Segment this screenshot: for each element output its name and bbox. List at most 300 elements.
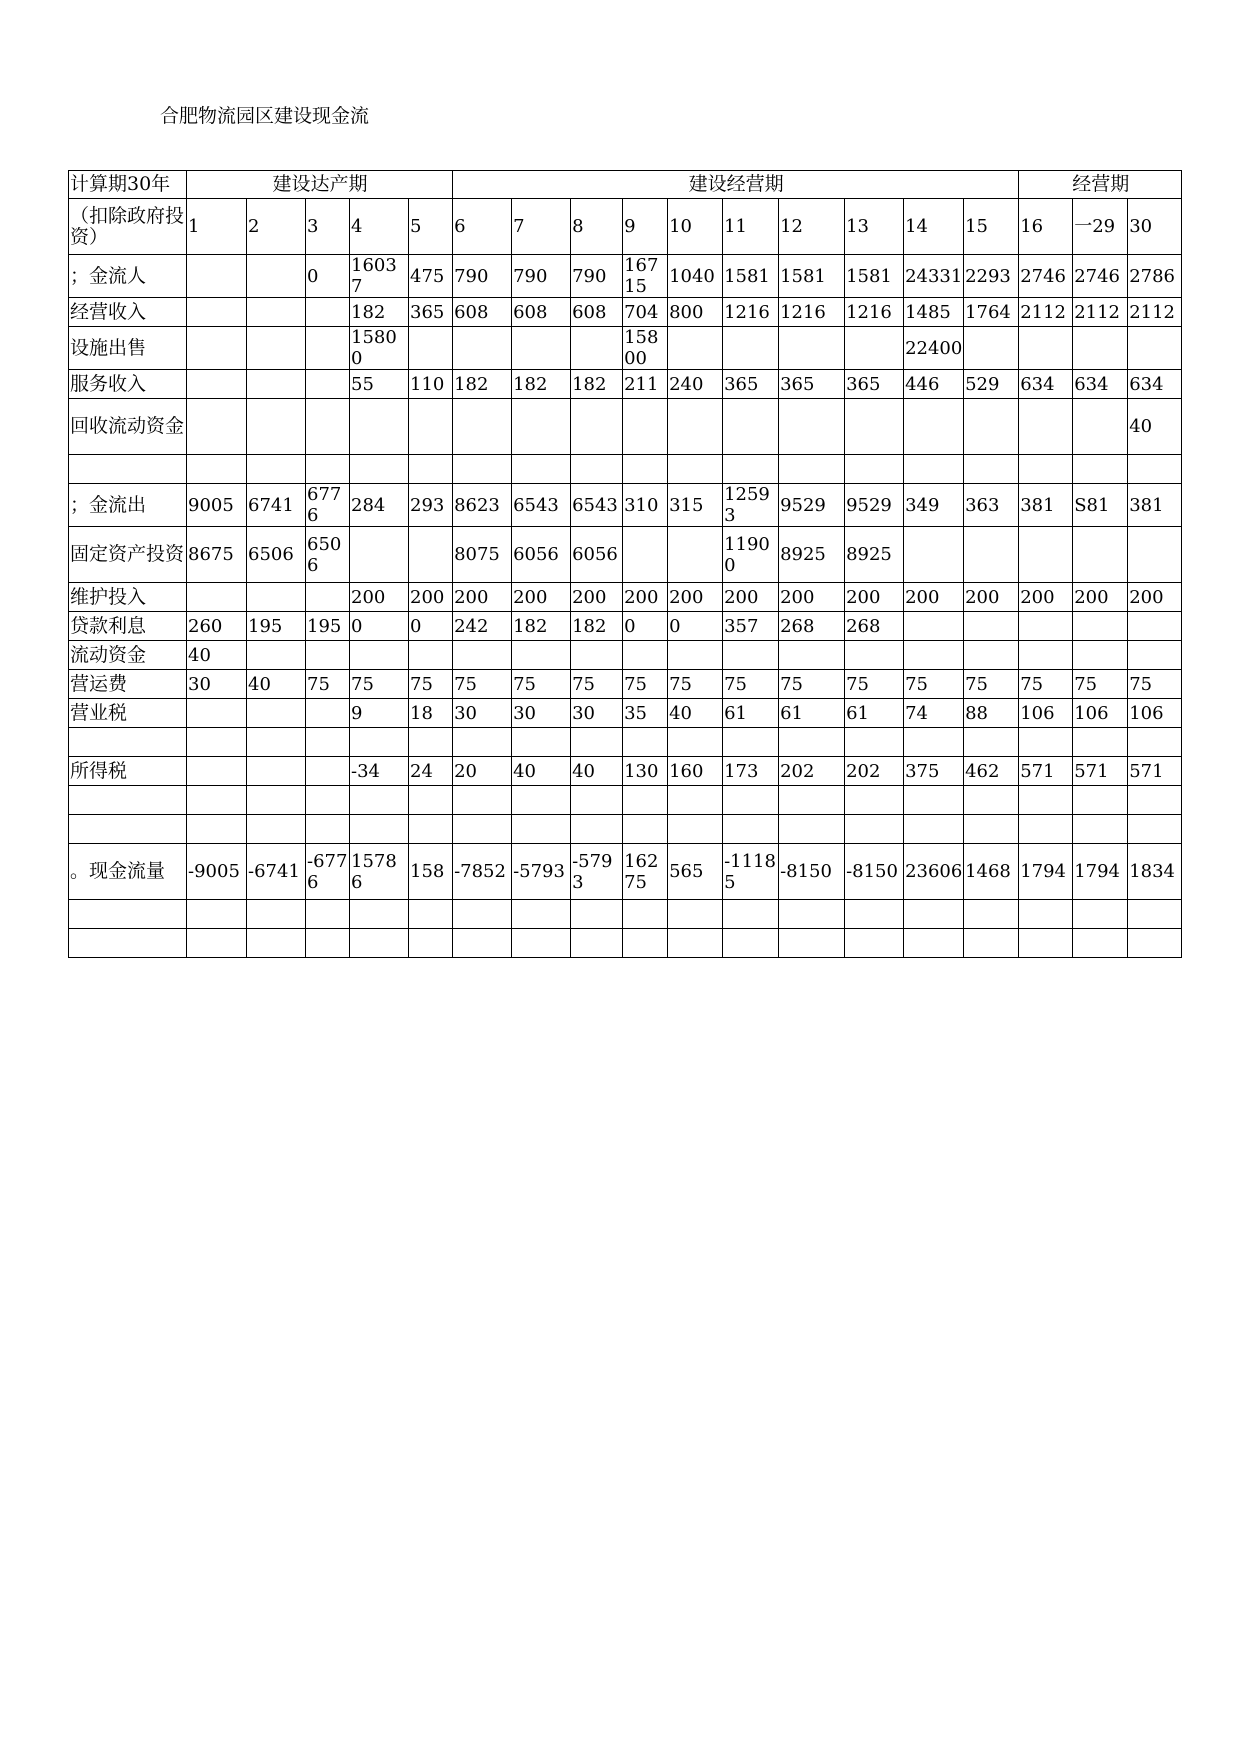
value-cell: 634 xyxy=(1073,370,1128,399)
value-cell xyxy=(1073,399,1128,455)
value-cell: 365 xyxy=(409,298,453,327)
value-cell: 6543 xyxy=(571,484,623,527)
period-header-cell: 一29 xyxy=(1073,199,1128,255)
value-cell: 529 xyxy=(964,370,1019,399)
value-cell: 8675 xyxy=(187,527,247,583)
value-cell: 200 xyxy=(723,583,779,612)
value-cell xyxy=(723,929,779,958)
value-cell xyxy=(1073,728,1128,757)
table-row xyxy=(69,455,1182,484)
value-cell: 268 xyxy=(845,612,904,641)
value-cell: 200 xyxy=(845,583,904,612)
value-cell xyxy=(779,900,845,929)
value-cell xyxy=(1128,327,1182,370)
value-cell xyxy=(779,815,845,844)
value-cell xyxy=(512,815,571,844)
table-row xyxy=(69,900,1182,929)
value-cell xyxy=(247,786,306,815)
value-cell: 565 xyxy=(668,844,723,900)
value-cell: -34 xyxy=(350,757,409,786)
value-cell: 1581 xyxy=(845,255,904,298)
period-header-cell: 14 xyxy=(904,199,964,255)
value-cell xyxy=(306,399,350,455)
value-cell: 790 xyxy=(512,255,571,298)
value-cell xyxy=(409,327,453,370)
row-label-cell: 流动资金 xyxy=(69,641,187,670)
value-cell xyxy=(1073,455,1128,484)
value-cell xyxy=(1128,929,1182,958)
value-cell: 16275 xyxy=(623,844,668,900)
value-cell xyxy=(779,929,845,958)
value-cell xyxy=(723,455,779,484)
value-cell: 130 xyxy=(623,757,668,786)
value-cell xyxy=(668,527,723,583)
value-cell xyxy=(964,815,1019,844)
value-cell xyxy=(187,298,247,327)
value-cell: 61 xyxy=(723,699,779,728)
value-cell: 0 xyxy=(668,612,723,641)
value-cell xyxy=(904,612,964,641)
value-cell: 182 xyxy=(512,370,571,399)
value-cell xyxy=(512,455,571,484)
value-cell: 15786 xyxy=(350,844,409,900)
value-cell xyxy=(187,929,247,958)
value-cell xyxy=(668,929,723,958)
value-cell: 2293 xyxy=(964,255,1019,298)
value-cell: 200 xyxy=(453,583,512,612)
value-cell: 195 xyxy=(306,612,350,641)
value-cell: 293 xyxy=(409,484,453,527)
value-cell xyxy=(187,900,247,929)
value-cell: 160 xyxy=(668,757,723,786)
value-cell: 30 xyxy=(512,699,571,728)
value-cell xyxy=(1019,399,1073,455)
group-header-operation: 经营期 xyxy=(1019,171,1182,199)
value-cell xyxy=(409,455,453,484)
value-cell: 1485 xyxy=(904,298,964,327)
value-cell xyxy=(623,786,668,815)
value-cell xyxy=(1073,527,1128,583)
value-cell xyxy=(247,757,306,786)
value-cell xyxy=(187,455,247,484)
value-cell xyxy=(187,370,247,399)
value-cell: 315 xyxy=(668,484,723,527)
value-cell xyxy=(904,399,964,455)
value-cell xyxy=(247,929,306,958)
row-label-cell: 固定资产投资 xyxy=(69,527,187,583)
table-row xyxy=(69,484,1182,527)
period-header-cell: 8 xyxy=(571,199,623,255)
value-cell: 202 xyxy=(779,757,845,786)
value-cell: 182 xyxy=(571,370,623,399)
value-cell xyxy=(1128,786,1182,815)
value-cell: 6506 xyxy=(306,527,350,583)
value-cell: 15800 xyxy=(350,327,409,370)
cash-flow-table xyxy=(68,170,1182,958)
table-row xyxy=(69,815,1182,844)
value-cell: 75 xyxy=(306,670,350,699)
value-cell xyxy=(964,612,1019,641)
value-cell xyxy=(904,455,964,484)
value-cell xyxy=(1019,786,1073,815)
value-cell xyxy=(306,786,350,815)
value-cell: 268 xyxy=(779,612,845,641)
value-cell: 200 xyxy=(1073,583,1128,612)
table-row xyxy=(69,786,1182,815)
value-cell xyxy=(187,757,247,786)
value-cell xyxy=(306,641,350,670)
value-cell xyxy=(1128,728,1182,757)
value-cell xyxy=(571,399,623,455)
value-cell: 24331 xyxy=(904,255,964,298)
value-cell: -5793 xyxy=(512,844,571,900)
table-row xyxy=(69,327,1182,370)
value-cell xyxy=(623,455,668,484)
value-cell: -11185 xyxy=(723,844,779,900)
period-header-cell: 3 xyxy=(306,199,350,255)
value-cell: -5793 xyxy=(571,844,623,900)
value-cell xyxy=(723,728,779,757)
value-cell: 75 xyxy=(964,670,1019,699)
value-cell xyxy=(571,929,623,958)
value-cell xyxy=(845,815,904,844)
value-cell: 106 xyxy=(1073,699,1128,728)
period-header-cell: 2 xyxy=(247,199,306,255)
table-row xyxy=(69,370,1182,399)
value-cell xyxy=(845,786,904,815)
value-cell: 1581 xyxy=(779,255,845,298)
value-cell xyxy=(350,815,409,844)
value-cell: 6741 xyxy=(247,484,306,527)
row-label-cell xyxy=(69,929,187,958)
value-cell: 173 xyxy=(723,757,779,786)
value-cell xyxy=(623,900,668,929)
value-cell: 800 xyxy=(668,298,723,327)
value-cell: 75 xyxy=(623,670,668,699)
value-cell: 30 xyxy=(453,699,512,728)
value-cell xyxy=(1019,612,1073,641)
value-cell: 0 xyxy=(409,612,453,641)
value-cell xyxy=(409,929,453,958)
value-cell xyxy=(845,641,904,670)
value-cell xyxy=(187,815,247,844)
value-cell: 242 xyxy=(453,612,512,641)
value-cell xyxy=(453,399,512,455)
period-header-cell: 6 xyxy=(453,199,512,255)
value-cell xyxy=(350,786,409,815)
value-cell: 9 xyxy=(350,699,409,728)
value-cell xyxy=(723,900,779,929)
value-cell: 6543 xyxy=(512,484,571,527)
value-cell: 363 xyxy=(964,484,1019,527)
value-cell xyxy=(1073,786,1128,815)
value-cell xyxy=(409,786,453,815)
value-cell: 608 xyxy=(453,298,512,327)
value-cell: 35 xyxy=(623,699,668,728)
value-cell xyxy=(1019,728,1073,757)
value-cell xyxy=(668,641,723,670)
value-cell xyxy=(350,527,409,583)
value-cell xyxy=(306,327,350,370)
value-cell xyxy=(779,399,845,455)
value-cell xyxy=(512,900,571,929)
value-cell: 74 xyxy=(904,699,964,728)
value-cell xyxy=(668,728,723,757)
value-cell xyxy=(247,455,306,484)
value-cell: 200 xyxy=(904,583,964,612)
value-cell xyxy=(964,786,1019,815)
value-cell xyxy=(845,929,904,958)
table-row xyxy=(69,583,1182,612)
value-cell: 2112 xyxy=(1019,298,1073,327)
value-cell: 200 xyxy=(779,583,845,612)
row-label-cell: 营业税 xyxy=(69,699,187,728)
value-cell xyxy=(512,786,571,815)
value-cell xyxy=(187,699,247,728)
value-cell: 195 xyxy=(247,612,306,641)
value-cell: 365 xyxy=(779,370,845,399)
value-cell: 202 xyxy=(845,757,904,786)
value-cell: 1764 xyxy=(964,298,1019,327)
value-cell xyxy=(350,929,409,958)
value-cell xyxy=(964,399,1019,455)
period-header-cell: 11 xyxy=(723,199,779,255)
value-cell: 0 xyxy=(623,612,668,641)
period-header-cell: 9 xyxy=(623,199,668,255)
header-row-periods xyxy=(69,199,1182,255)
value-cell xyxy=(306,900,350,929)
value-cell xyxy=(350,728,409,757)
value-cell xyxy=(623,527,668,583)
value-cell xyxy=(512,641,571,670)
value-cell xyxy=(845,327,904,370)
value-cell xyxy=(623,815,668,844)
value-cell: 16715 xyxy=(623,255,668,298)
value-cell xyxy=(571,455,623,484)
value-cell: 1581 xyxy=(723,255,779,298)
value-cell xyxy=(306,757,350,786)
value-cell: 106 xyxy=(1019,699,1073,728)
table-row xyxy=(69,670,1182,699)
value-cell: 23606 xyxy=(904,844,964,900)
value-cell: 349 xyxy=(904,484,964,527)
header-sub-label: （扣除政府投资） xyxy=(69,199,187,255)
value-cell: 30 xyxy=(187,670,247,699)
value-cell xyxy=(306,455,350,484)
value-cell xyxy=(904,900,964,929)
value-cell xyxy=(453,815,512,844)
value-cell: 182 xyxy=(512,612,571,641)
value-cell xyxy=(779,786,845,815)
value-cell xyxy=(306,815,350,844)
row-label-cell xyxy=(69,455,187,484)
value-cell: 88 xyxy=(964,699,1019,728)
period-header-cell: 7 xyxy=(512,199,571,255)
value-cell: -8150 xyxy=(779,844,845,900)
value-cell xyxy=(1019,527,1073,583)
value-cell: -8150 xyxy=(845,844,904,900)
value-cell xyxy=(1073,900,1128,929)
group-header-construction-operation: 建设经营期 xyxy=(453,171,1019,199)
value-cell xyxy=(779,327,845,370)
value-cell xyxy=(964,527,1019,583)
value-cell xyxy=(723,641,779,670)
value-cell xyxy=(1073,327,1128,370)
value-cell: 211 xyxy=(623,370,668,399)
value-cell xyxy=(306,370,350,399)
value-cell xyxy=(1073,612,1128,641)
value-cell xyxy=(845,455,904,484)
value-cell: 106 xyxy=(1128,699,1182,728)
value-cell: 6056 xyxy=(571,527,623,583)
value-cell: 6056 xyxy=(512,527,571,583)
value-cell xyxy=(247,699,306,728)
value-cell xyxy=(247,298,306,327)
table-row xyxy=(69,757,1182,786)
table-row xyxy=(69,728,1182,757)
value-cell xyxy=(512,929,571,958)
value-cell xyxy=(453,728,512,757)
table-row xyxy=(69,298,1182,327)
value-cell xyxy=(1128,641,1182,670)
value-cell: 200 xyxy=(1019,583,1073,612)
value-cell: 2112 xyxy=(1073,298,1128,327)
row-label-cell: 设施出售 xyxy=(69,327,187,370)
value-cell xyxy=(247,370,306,399)
value-cell: 790 xyxy=(571,255,623,298)
value-cell: 2746 xyxy=(1019,255,1073,298)
value-cell: 182 xyxy=(453,370,512,399)
value-cell: 30 xyxy=(571,699,623,728)
period-header-cell: 1 xyxy=(187,199,247,255)
value-cell: -9005 xyxy=(187,844,247,900)
value-cell xyxy=(453,786,512,815)
value-cell xyxy=(1019,327,1073,370)
value-cell xyxy=(306,728,350,757)
value-cell xyxy=(1073,929,1128,958)
table-row xyxy=(69,527,1182,583)
value-cell xyxy=(453,929,512,958)
value-cell: 9529 xyxy=(845,484,904,527)
value-cell: 0 xyxy=(306,255,350,298)
row-label-cell xyxy=(69,900,187,929)
row-label-cell: 服务收入 xyxy=(69,370,187,399)
value-cell: 158 xyxy=(409,844,453,900)
row-label-cell: 经营收入 xyxy=(69,298,187,327)
value-cell: 40 xyxy=(247,670,306,699)
table-row xyxy=(69,612,1182,641)
value-cell xyxy=(409,641,453,670)
value-cell xyxy=(904,728,964,757)
row-label-cell: 营运费 xyxy=(69,670,187,699)
row-label-cell: 。现金流量 xyxy=(69,844,187,900)
value-cell xyxy=(964,728,1019,757)
value-cell xyxy=(623,728,668,757)
value-cell: 15800 xyxy=(623,327,668,370)
value-cell: 40 xyxy=(187,641,247,670)
value-cell xyxy=(453,900,512,929)
value-cell xyxy=(512,327,571,370)
value-cell xyxy=(1128,815,1182,844)
value-cell: 61 xyxy=(845,699,904,728)
value-cell: 200 xyxy=(409,583,453,612)
value-cell xyxy=(1128,612,1182,641)
value-cell: 40 xyxy=(668,699,723,728)
value-cell xyxy=(247,327,306,370)
value-cell xyxy=(723,399,779,455)
value-cell: 16037 xyxy=(350,255,409,298)
table-row xyxy=(69,399,1182,455)
value-cell xyxy=(845,728,904,757)
value-cell xyxy=(845,399,904,455)
table-row xyxy=(69,844,1182,900)
value-cell xyxy=(904,929,964,958)
period-header-cell: 12 xyxy=(779,199,845,255)
value-cell xyxy=(350,455,409,484)
value-cell xyxy=(187,399,247,455)
value-cell: 12593 xyxy=(723,484,779,527)
value-cell: 182 xyxy=(350,298,409,327)
value-cell xyxy=(187,786,247,815)
value-cell: 200 xyxy=(350,583,409,612)
value-cell xyxy=(187,728,247,757)
value-cell xyxy=(1128,900,1182,929)
value-cell: 790 xyxy=(453,255,512,298)
value-cell xyxy=(571,327,623,370)
value-cell: 1216 xyxy=(779,298,845,327)
value-cell xyxy=(247,255,306,298)
value-cell xyxy=(779,728,845,757)
value-cell: 8075 xyxy=(453,527,512,583)
value-cell: 634 xyxy=(1019,370,1073,399)
value-cell xyxy=(1019,455,1073,484)
value-cell: 75 xyxy=(409,670,453,699)
value-cell xyxy=(247,583,306,612)
value-cell: 1468 xyxy=(964,844,1019,900)
value-cell: 75 xyxy=(1019,670,1073,699)
value-cell xyxy=(964,929,1019,958)
value-cell: 75 xyxy=(1128,670,1182,699)
row-label-cell: 维护投入 xyxy=(69,583,187,612)
value-cell xyxy=(964,455,1019,484)
value-cell: 8623 xyxy=(453,484,512,527)
value-cell: 446 xyxy=(904,370,964,399)
value-cell xyxy=(779,455,845,484)
value-cell: 381 xyxy=(1019,484,1073,527)
value-cell xyxy=(571,641,623,670)
value-cell: 40 xyxy=(512,757,571,786)
value-cell: 284 xyxy=(350,484,409,527)
value-cell xyxy=(409,815,453,844)
value-cell: 365 xyxy=(845,370,904,399)
value-cell: 571 xyxy=(1073,757,1128,786)
value-cell: 704 xyxy=(623,298,668,327)
value-cell xyxy=(1073,641,1128,670)
value-cell: 1834 xyxy=(1128,844,1182,900)
value-cell: 200 xyxy=(512,583,571,612)
value-cell: 9529 xyxy=(779,484,845,527)
group-header-construction-ramp: 建设达产期 xyxy=(187,171,453,199)
value-cell xyxy=(723,815,779,844)
value-cell xyxy=(904,786,964,815)
value-cell: 200 xyxy=(623,583,668,612)
row-label-cell xyxy=(69,786,187,815)
value-cell: 11900 xyxy=(723,527,779,583)
value-cell: 1216 xyxy=(845,298,904,327)
value-cell: 571 xyxy=(1128,757,1182,786)
value-cell xyxy=(247,641,306,670)
value-cell: 18 xyxy=(409,699,453,728)
